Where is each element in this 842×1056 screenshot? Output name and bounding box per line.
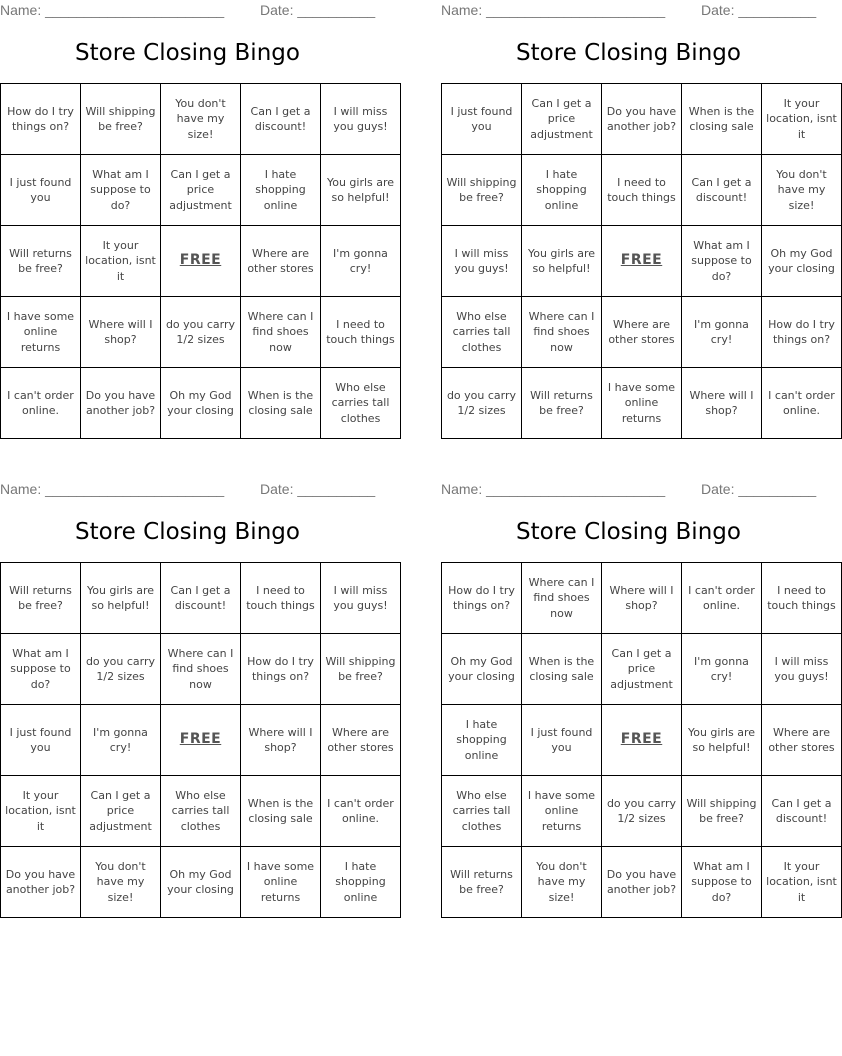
bingo-grid: [0, 83, 401, 439]
bingo-cell: Who else carries tall clothes: [161, 776, 241, 847]
bingo-cell: When is the closing sale: [522, 634, 602, 705]
grid-row: [442, 226, 842, 297]
bingo-cell: I have some online returns: [1, 297, 81, 368]
bingo-cell: Who else carries tall clothes: [442, 297, 522, 368]
bingo-cell: I just found you: [442, 84, 522, 155]
bingo-cell: Where are other stores: [241, 226, 321, 297]
bingo-cell: do you carry 1/2 sizes: [161, 297, 241, 368]
date-field: Date: __________: [701, 481, 817, 497]
bingo-cell: Can I get a price adjustment: [602, 634, 682, 705]
bingo-cell: Oh my God your closing: [762, 226, 842, 297]
bingo-cell: What am I suppose to do?: [682, 226, 762, 297]
bingo-cell: Can I get a discount!: [241, 84, 321, 155]
bingo-grid: [441, 83, 842, 439]
bingo-cell: You don't have my size!: [81, 847, 161, 918]
bingo-cell: What am I suppose to do?: [682, 847, 762, 918]
bingo-cell: How do I try things on?: [762, 297, 842, 368]
bingo-cell: I hate shopping online: [522, 155, 602, 226]
date-field: Date: __________: [701, 2, 817, 18]
bingo-cell: do you carry 1/2 sizes: [602, 776, 682, 847]
free-cell: FREE: [602, 226, 682, 297]
free-cell: FREE: [161, 226, 241, 297]
bingo-cell: I will miss you guys!: [442, 226, 522, 297]
bingo-cell: I can't order online.: [762, 368, 842, 439]
bingo-grid: [0, 562, 401, 918]
bingo-cell: How do I try things on?: [442, 563, 522, 634]
bingo-cell: Do you have another job?: [81, 368, 161, 439]
bingo-card: [441, 0, 837, 435]
bingo-cell: Will returns be free?: [522, 368, 602, 439]
bingo-cell: Will shipping be free?: [321, 634, 401, 705]
grid-row: [1, 226, 401, 297]
bingo-card: [441, 479, 837, 914]
bingo-cell: I will miss you guys!: [762, 634, 842, 705]
bingo-cell: I'm gonna cry!: [81, 705, 161, 776]
card-title: Store Closing Bingo: [75, 519, 300, 545]
bingo-cell: Will shipping be free?: [81, 84, 161, 155]
bingo-cell: Will returns be free?: [1, 226, 81, 297]
bingo-cell: I have some online returns: [602, 368, 682, 439]
bingo-cell: I will miss you guys!: [321, 563, 401, 634]
grid-row: [442, 563, 842, 634]
bingo-cell: Can I get a discount!: [762, 776, 842, 847]
bingo-cell: I have some online returns: [522, 776, 602, 847]
bingo-cell: When is the closing sale: [682, 84, 762, 155]
bingo-cell: When is the closing sale: [241, 776, 321, 847]
grid-row: [1, 563, 401, 634]
bingo-cell: You girls are so helpful!: [321, 155, 401, 226]
bingo-cell: Do you have another job?: [1, 847, 81, 918]
bingo-cell: I hate shopping online: [321, 847, 401, 918]
bingo-cell: Will returns be free?: [1, 563, 81, 634]
card-header: [0, 479, 375, 499]
bingo-cell: I have some online returns: [241, 847, 321, 918]
bingo-cell: Will returns be free?: [442, 847, 522, 918]
grid-row: [442, 634, 842, 705]
bingo-cell: I'm gonna cry!: [321, 226, 401, 297]
grid-row: [442, 297, 842, 368]
bingo-cell: Where will I shop?: [682, 368, 762, 439]
name-field: Name: _______________________: [0, 481, 225, 497]
bingo-cell: I'm gonna cry!: [682, 297, 762, 368]
bingo-card: [0, 479, 396, 914]
grid-row: [1, 634, 401, 705]
bingo-card: [0, 0, 395, 435]
bingo-cell: do you carry 1/2 sizes: [442, 368, 522, 439]
bingo-cell: How do I try things on?: [241, 634, 321, 705]
grid-row: [442, 84, 842, 155]
bingo-cell: Can I get a discount!: [161, 563, 241, 634]
bingo-cell: It your location, isnt it: [1, 776, 81, 847]
bingo-cell: Do you have another job?: [602, 847, 682, 918]
grid-row: [1, 705, 401, 776]
card-title: Store Closing Bingo: [75, 40, 300, 66]
bingo-cell: I hate shopping online: [442, 705, 522, 776]
bingo-cell: Do you have another job?: [602, 84, 682, 155]
bingo-cell: I'm gonna cry!: [682, 634, 762, 705]
card-header: [441, 0, 816, 20]
bingo-cell: I can't order online.: [321, 776, 401, 847]
grid-row: [442, 368, 842, 439]
bingo-cell: I need to touch things: [762, 563, 842, 634]
date-field: Date: __________: [260, 2, 376, 18]
date-field: Date: __________: [260, 481, 376, 497]
card-header: [441, 479, 816, 499]
grid-row: [1, 297, 401, 368]
bingo-cell: I hate shopping online: [241, 155, 321, 226]
bingo-cell: Where can I find shoes now: [161, 634, 241, 705]
bingo-cell: You don't have my size!: [522, 847, 602, 918]
card-header: [0, 0, 375, 20]
bingo-cell: You don't have my size!: [161, 84, 241, 155]
bingo-cell: Where are other stores: [762, 705, 842, 776]
bingo-cell: Can I get a price adjustment: [522, 84, 602, 155]
bingo-cell: do you carry 1/2 sizes: [81, 634, 161, 705]
bingo-cell: Where are other stores: [321, 705, 401, 776]
free-cell: FREE: [161, 705, 241, 776]
bingo-cell: Where can I find shoes now: [522, 297, 602, 368]
bingo-cell: Will shipping be free?: [442, 155, 522, 226]
bingo-cell: What am I suppose to do?: [81, 155, 161, 226]
grid-row: [442, 847, 842, 918]
bingo-cell: I just found you: [1, 705, 81, 776]
bingo-cell: Can I get a discount!: [682, 155, 762, 226]
bingo-cell: What am I suppose to do?: [1, 634, 81, 705]
grid-row: [1, 368, 401, 439]
bingo-cell: Where will I shop?: [241, 705, 321, 776]
bingo-cell: Where will I shop?: [81, 297, 161, 368]
bingo-cell: Where can I find shoes now: [522, 563, 602, 634]
bingo-cell: I need to touch things: [241, 563, 321, 634]
bingo-cell: You girls are so helpful!: [81, 563, 161, 634]
bingo-cell: Can I get a price adjustment: [81, 776, 161, 847]
bingo-cell: Where will I shop?: [602, 563, 682, 634]
name-field: Name: _______________________: [441, 2, 666, 18]
bingo-cell: Will shipping be free?: [682, 776, 762, 847]
bingo-cell: It your location, isnt it: [762, 84, 842, 155]
bingo-cell: I need to touch things: [602, 155, 682, 226]
bingo-cell: Who else carries tall clothes: [442, 776, 522, 847]
grid-row: [1, 847, 401, 918]
bingo-cell: Oh my God your closing: [161, 847, 241, 918]
bingo-cell: Can I get a price adjustment: [161, 155, 241, 226]
grid-row: [442, 776, 842, 847]
bingo-cell: How do I try things on?: [1, 84, 81, 155]
bingo-cell: I need to touch things: [321, 297, 401, 368]
bingo-cell: Who else carries tall clothes: [321, 368, 401, 439]
grid-row: [442, 705, 842, 776]
name-field: Name: _______________________: [0, 2, 225, 18]
name-field: Name: _______________________: [441, 481, 666, 497]
bingo-cell: You girls are so helpful!: [682, 705, 762, 776]
grid-row: [1, 155, 401, 226]
bingo-cell: When is the closing sale: [241, 368, 321, 439]
bingo-cell: Where can I find shoes now: [241, 297, 321, 368]
bingo-cell: You girls are so helpful!: [522, 226, 602, 297]
bingo-cell: Oh my God your closing: [161, 368, 241, 439]
bingo-cell: It your location, isnt it: [81, 226, 161, 297]
card-title: Store Closing Bingo: [516, 40, 741, 66]
bingo-cell: I can't order online.: [682, 563, 762, 634]
bingo-cell: Oh my God your closing: [442, 634, 522, 705]
bingo-cell: I just found you: [522, 705, 602, 776]
bingo-cell: I just found you: [1, 155, 81, 226]
bingo-cell: You don't have my size!: [762, 155, 842, 226]
free-cell: FREE: [602, 705, 682, 776]
bingo-cell: It your location, isnt it: [762, 847, 842, 918]
bingo-grid: [441, 562, 842, 918]
card-title: Store Closing Bingo: [516, 519, 741, 545]
grid-row: [1, 84, 401, 155]
bingo-cell: I can't order online.: [1, 368, 81, 439]
bingo-cell: I will miss you guys!: [321, 84, 401, 155]
bingo-cell: Where are other stores: [602, 297, 682, 368]
grid-row: [442, 155, 842, 226]
grid-row: [1, 776, 401, 847]
